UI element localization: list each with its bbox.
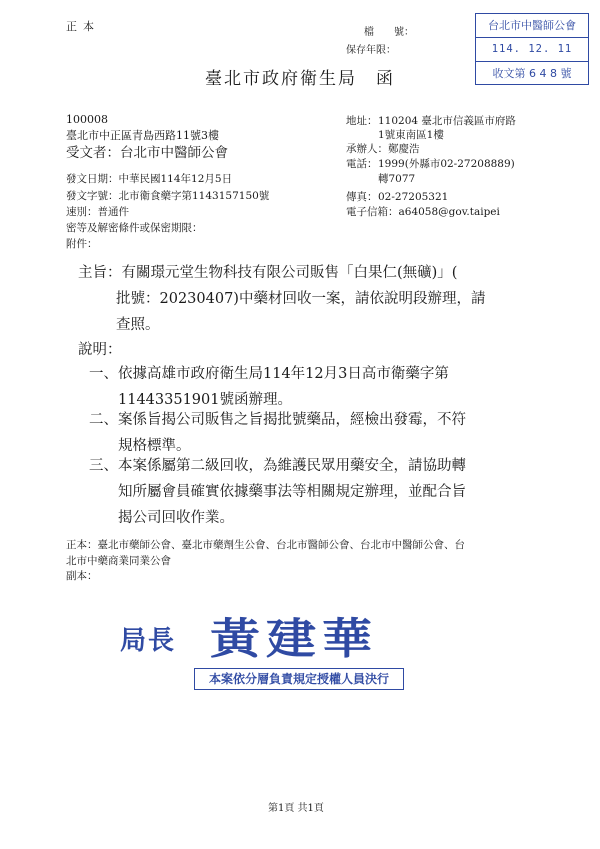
attachment: 附件： bbox=[66, 238, 98, 250]
item-line: 規格標準。 bbox=[118, 438, 191, 454]
contact-fax-number: 02-27205321 bbox=[378, 191, 449, 203]
stamp-date: 114. 12. 11 bbox=[476, 37, 588, 61]
contact-address-label: 地址： bbox=[346, 115, 378, 127]
explanation-item-3 bbox=[88, 453, 538, 531]
contact-email-address[interactable]: a64058@gov.taipei bbox=[398, 206, 500, 218]
item-line: 本案係屬第二級回收，為維護民眾用藥安全，請協助轉 bbox=[118, 458, 466, 474]
subject-block bbox=[78, 260, 538, 338]
recipient: 受文者：台北市中醫師公會 bbox=[66, 145, 228, 161]
classification: 密等及解密條件或保密期限： bbox=[66, 222, 203, 234]
delivery-speed: 速別：普通件 bbox=[66, 206, 129, 218]
subject-line3: 查照。 bbox=[116, 317, 160, 333]
item-line: 依據高雄市政府衛生局114年12月3日高市衛藥字第 bbox=[118, 366, 449, 382]
item-number: 三、 bbox=[89, 458, 118, 474]
item-line: 11443351901號函辦理。 bbox=[118, 392, 292, 408]
file-number-label: 檔 號： bbox=[364, 27, 414, 38]
contact-phone-label: 電話： bbox=[346, 158, 378, 170]
sender-address: 臺北市中正區青島西路11號3樓 bbox=[66, 129, 219, 142]
contact-email bbox=[346, 204, 500, 219]
item-line: 揭公司回收作業。 bbox=[118, 510, 234, 526]
sender-zip: 100008 bbox=[66, 113, 108, 126]
item-number: 二、 bbox=[89, 412, 118, 428]
contact-fax bbox=[346, 189, 448, 204]
item-line: 知所屬會員確實依據藥事法等相關規定辦理，並配合旨 bbox=[118, 484, 466, 500]
document-number: 發文字號：北市衛食藥字第1143157150號 bbox=[66, 190, 270, 202]
contact-address bbox=[346, 113, 516, 128]
delegation-stamp: 本案依分層負責規定授權人員決行 bbox=[194, 668, 404, 690]
distribution-original bbox=[66, 537, 556, 569]
explanation-item-1 bbox=[88, 361, 538, 413]
contact-phone-line2: 轉7077 bbox=[378, 173, 416, 185]
original-recipients-line2: 北市中藥商業同業公會 bbox=[66, 555, 171, 567]
contact-email-label: 電子信箱： bbox=[346, 206, 399, 218]
item-number: 一、 bbox=[89, 366, 118, 382]
director-title: 局長 bbox=[120, 626, 177, 656]
contact-phone-line1: 1999(外縣市02-27208889) bbox=[378, 158, 515, 170]
item-line: 案係旨揭公司販售之旨揭批號藥品，經檢出發霉，不符 bbox=[118, 412, 466, 428]
issue-date: 發文日期：中華民國114年12月5日 bbox=[66, 173, 233, 185]
contact-handler-label: 承辦人： bbox=[346, 143, 388, 155]
director-signature-seal: 黃建華 bbox=[210, 613, 378, 664]
retention-label: 保存年限： bbox=[346, 45, 396, 56]
explanation-item-2 bbox=[88, 407, 538, 459]
contact-address-line2: 1號東南區1樓 bbox=[378, 129, 444, 141]
contact-address-line1: 110204 臺北市信義區市府路 bbox=[378, 115, 516, 127]
page-number: 第1頁 共1頁 bbox=[268, 803, 324, 814]
copy-mark: 正本 bbox=[66, 20, 100, 33]
receipt-stamp bbox=[475, 13, 589, 85]
explanation-label: 說明： bbox=[78, 342, 122, 358]
contact-handler bbox=[346, 141, 420, 156]
document-title: 臺北市政府衛生局 函 bbox=[205, 69, 395, 89]
stamp-receipt-number: 收文第 6 4 8 號 bbox=[476, 61, 588, 85]
contact-handler-name: 鄭慶浩 bbox=[388, 143, 420, 155]
distribution-duplicate: 副本： bbox=[66, 570, 98, 582]
contact-fax-label: 傳真： bbox=[346, 191, 378, 203]
original-recipients-line1: 正本：臺北市藥師公會、臺北市藥劑生公會、台北市醫師公會、台北市中醫師公會、台 bbox=[66, 539, 465, 551]
subject-label: 主旨： bbox=[78, 265, 122, 281]
subject-line1: 有關璟元堂生物科技有限公司販售「白果仁(無礦)」( bbox=[121, 265, 458, 281]
subject-line2: 批號：20230407)中藥材回收一案，請依說明段辦理，請 bbox=[116, 291, 486, 307]
stamp-organization: 台北市中醫師公會 bbox=[488, 19, 576, 32]
contact-phone bbox=[346, 156, 515, 171]
